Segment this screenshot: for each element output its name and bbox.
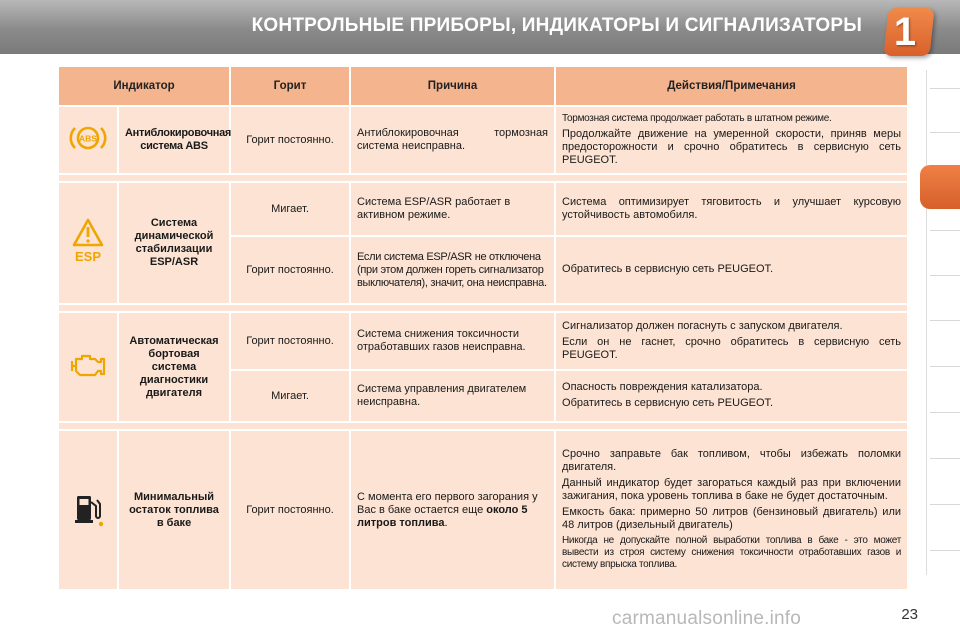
side-tab-divider[interactable] — [930, 366, 960, 367]
table-row-engine-steady — [59, 313, 907, 369]
cause-cell: Антиблокировочная тормозная система неисправна. — [351, 107, 554, 173]
icon-cell — [59, 107, 117, 173]
svg-text:ABS: ABS — [79, 133, 97, 144]
side-tab-divider[interactable] — [930, 132, 960, 133]
note-text: Емкость бака: примерно 50 литров (бензиновый двигатель) или 48 литров (дизельный двигатель) — [562, 506, 902, 531]
esp-warning-icon — [68, 217, 108, 265]
note-text: Никогда не допускайте полной выработки топлива в баке - это может вывести из строя систему снижения токсичности отработавших газов и систему впрыска топлива. — [562, 535, 902, 570]
abs-warning-icon — [68, 122, 108, 154]
note-text: Если он не гаснет, срочно обратитесь в сервисную сеть PEUGEOT. — [562, 335, 902, 361]
note-text: Данный индикатор будет загораться каждый раз при включении зажигания, пока уровень топлива в баке не будет достаточным. — [562, 477, 902, 502]
side-tab-divider[interactable] — [930, 320, 960, 321]
note-text: Продолжайте движение на умеренной скорости, приняв меры предосторожности и срочно обратитесь в сервисную сеть PEUGEOT. — [562, 127, 902, 166]
cause-cell — [351, 431, 554, 589]
side-tab-divider[interactable] — [930, 550, 960, 551]
cause-cell: Если система ESP/ASR не отключена (при этом должен гореть сигнализатор выключателя), значит, она неисправна. — [351, 237, 554, 303]
table-row-fuel — [59, 431, 907, 589]
actions-cell — [556, 107, 907, 173]
column-header-lights: Горит — [231, 67, 349, 105]
engine-check-icon — [68, 350, 108, 380]
table-header-row — [59, 67, 907, 105]
column-header-indicator: Индикатор — [59, 67, 229, 105]
lights-cell: Горит постоянно. — [231, 237, 349, 303]
lights-cell: Горит постоянно. — [231, 313, 349, 369]
page-title: КОНТРОЛЬНЫЕ ПРИБОРЫ, ИНДИКАТОРЫ И СИГНАЛИЗАТОРЫ — [251, 15, 862, 36]
watermark: carmanualsonline.info — [612, 608, 802, 629]
side-tab-divider[interactable] — [930, 504, 960, 505]
side-tab-active[interactable] — [920, 165, 960, 209]
cause-emphasis: около 5 литров топлива — [357, 503, 528, 529]
cause-text-end: . — [444, 516, 448, 529]
column-header-cause: Причина — [351, 67, 554, 105]
actions-cell — [556, 431, 907, 589]
chapter-number: 1 — [893, 10, 917, 54]
svg-text:ESP: ESP — [74, 249, 102, 264]
actions-cell — [556, 183, 907, 235]
actions-cell — [556, 237, 907, 303]
side-tab-divider[interactable] — [930, 412, 960, 413]
actions-cell — [556, 371, 907, 421]
lights-cell: Мигает. — [231, 371, 349, 421]
lights-cell: Горит постоянно. — [231, 107, 349, 173]
note-text: Тормозная система продолжает работать в штатном режиме. — [562, 112, 832, 124]
cause-cell: Система снижения токсичности отработавших газов неисправна. — [351, 313, 554, 369]
indicator-name: Антиблокировочная система ABS — [119, 107, 229, 173]
side-tab-divider[interactable] — [930, 230, 960, 231]
table-row-abs — [59, 107, 907, 173]
indicator-name: Минимальный остаток топлива в баке — [119, 431, 229, 589]
column-header-actions: Действия/Примечания — [556, 67, 907, 105]
table-row-esp-flashing — [59, 183, 907, 235]
note-text: Обратитесь в сервисную сеть PEUGEOT. — [562, 397, 774, 409]
icon-cell — [59, 431, 117, 589]
cause-text: С момента его первого загорания у Вас в баке остается еще — [357, 490, 538, 516]
note-text: Система оптимизирует тяговитость и улучшает курсовую устойчивость автомобиля. — [562, 195, 902, 221]
lights-cell: Мигает. — [231, 183, 349, 235]
side-tab-divider[interactable] — [930, 88, 960, 89]
actions-cell — [556, 313, 907, 369]
icon-cell — [59, 183, 117, 303]
icon-cell — [59, 313, 117, 421]
indicators-table — [57, 65, 909, 591]
note-text: Обратитесь в сервисную сеть PEUGEOT. — [562, 263, 774, 275]
side-tab-divider[interactable] — [930, 275, 960, 276]
side-tab-divider[interactable] — [930, 458, 960, 459]
note-text: Срочно заправьте бак топливом, чтобы избежать поломки двигателя. — [562, 448, 902, 473]
indicator-name: Автоматическая бортовая система диагностики двигателя — [119, 313, 229, 421]
fuel-pump-icon — [68, 488, 108, 528]
note-text: Сигнализатор должен погаснуть с запуском двигателя. — [562, 319, 843, 332]
side-tabs — [926, 70, 960, 575]
page-number: 23 — [901, 606, 918, 623]
cause-cell: Система ESP/ASR работает в активном режиме. — [351, 183, 554, 235]
lights-cell: Горит постоянно. — [231, 431, 349, 589]
indicator-name: Система динамической стабилизации ESP/ASR — [119, 183, 229, 303]
cause-cell: Система управления двигателем неисправна. — [351, 371, 554, 421]
note-text: Опасность повреждения катализатора. — [562, 381, 763, 393]
